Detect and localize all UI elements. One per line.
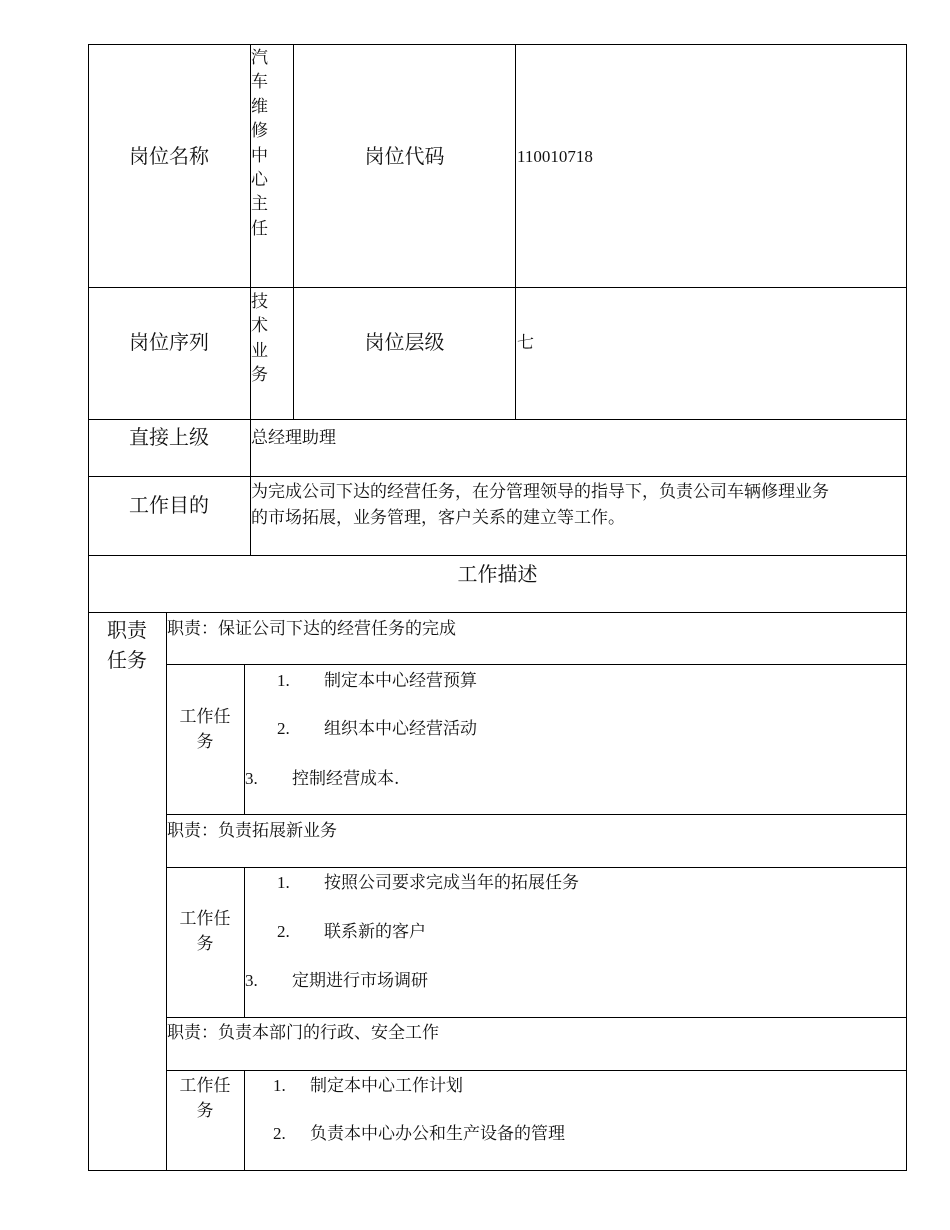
superior-value: 总经理助理	[251, 428, 336, 448]
task-label-2	[166, 907, 244, 957]
col-divider-tasks-1	[244, 664, 245, 815]
position-name-label: 岗位名称	[129, 144, 209, 168]
position-code-label: 岗位代码	[364, 144, 445, 168]
task-number: 1.	[277, 873, 290, 892]
task-1-3	[245, 767, 400, 791]
task-text: 制定本中心经营预算	[324, 671, 477, 691]
row-divider-4	[88, 555, 907, 556]
table-border-top	[88, 44, 907, 45]
task-label-1-line-2: 务	[196, 732, 214, 752]
task-number: 2.	[277, 719, 290, 738]
position-name-value: 汽车维修中心主任	[251, 48, 268, 239]
col-divider-tasks-3	[244, 1070, 245, 1171]
task-2-2	[277, 920, 426, 944]
duty-1: 职责：保证公司下达的经营任务的完成	[167, 619, 456, 639]
col-divider-value	[293, 44, 294, 420]
task-label-2-line-2: 务	[196, 934, 214, 954]
position-series-value: 技术业务	[251, 292, 268, 386]
task-number: 2.	[277, 922, 290, 941]
task-number: 2.	[273, 1124, 286, 1143]
duty-2: 职责：负责拓展新业务	[167, 821, 337, 841]
task-number: 3.	[245, 769, 258, 788]
duties-label-line-1: 职责	[107, 618, 147, 642]
task-text: 控制经营成本.	[292, 769, 400, 789]
duty-3: 职责：负责本部门的行政、安全工作	[167, 1023, 439, 1043]
col-divider-tasks-2	[244, 867, 245, 1018]
row-divider-1	[88, 287, 907, 288]
task-number: 1.	[273, 1076, 286, 1095]
task-1-2	[277, 717, 477, 741]
duty-divider-2	[166, 814, 907, 815]
duty-divider-3	[166, 867, 907, 868]
table-border-left	[88, 44, 89, 1171]
task-number: 1.	[277, 671, 290, 690]
task-text: 制定本中心工作计划	[310, 1076, 463, 1096]
task-text: 联系新的客户	[324, 922, 426, 942]
task-text: 定期进行市场调研	[292, 971, 428, 991]
task-label-2-line-1: 工作任	[179, 909, 231, 929]
work-description-title: 工作描述	[457, 562, 538, 586]
task-label-3-line-1: 工作任	[179, 1076, 231, 1096]
row-divider-2	[88, 419, 907, 420]
purpose-label: 工作目的	[129, 493, 209, 517]
task-text: 负责本中心办公和生产设备的管理	[310, 1124, 565, 1144]
task-2-3	[245, 969, 428, 993]
task-label-3	[166, 1074, 244, 1124]
col-divider-label2	[515, 44, 516, 420]
task-text: 按照公司要求完成当年的拓展任务	[324, 873, 579, 893]
row-divider-5	[88, 612, 907, 613]
position-level-label: 岗位层级	[364, 330, 445, 354]
task-label-1	[166, 705, 244, 755]
duties-label-line-2: 任务	[107, 648, 147, 672]
task-3-1	[273, 1074, 463, 1098]
task-label-1-line-1: 工作任	[179, 707, 231, 727]
duty-divider-4	[166, 1017, 907, 1018]
task-2-1	[277, 871, 579, 895]
task-3-2	[273, 1122, 565, 1146]
superior-label: 直接上级	[129, 425, 209, 449]
purpose-line-1: 为完成公司下达的经营任务，在分管理领导的指导下，负责公司车辆修理业务	[251, 482, 829, 502]
position-level-value: 七	[517, 333, 534, 353]
task-label-3-line-2: 务	[196, 1101, 214, 1121]
table-border-bottom	[88, 1170, 907, 1171]
duties-label	[88, 617, 166, 673]
task-number: 3.	[245, 971, 258, 990]
task-1-1	[277, 669, 477, 693]
duty-divider-1	[166, 664, 907, 665]
table-border-right	[906, 44, 907, 1171]
task-text: 组织本中心经营活动	[324, 719, 477, 739]
purpose-line-2: 的市场拓展，业务管理，客户关系的建立等工作。	[251, 508, 625, 528]
position-series-label: 岗位序列	[129, 330, 209, 354]
duty-divider-5	[166, 1070, 907, 1071]
row-divider-3	[88, 476, 907, 477]
position-code-value: 110010718	[517, 147, 593, 166]
